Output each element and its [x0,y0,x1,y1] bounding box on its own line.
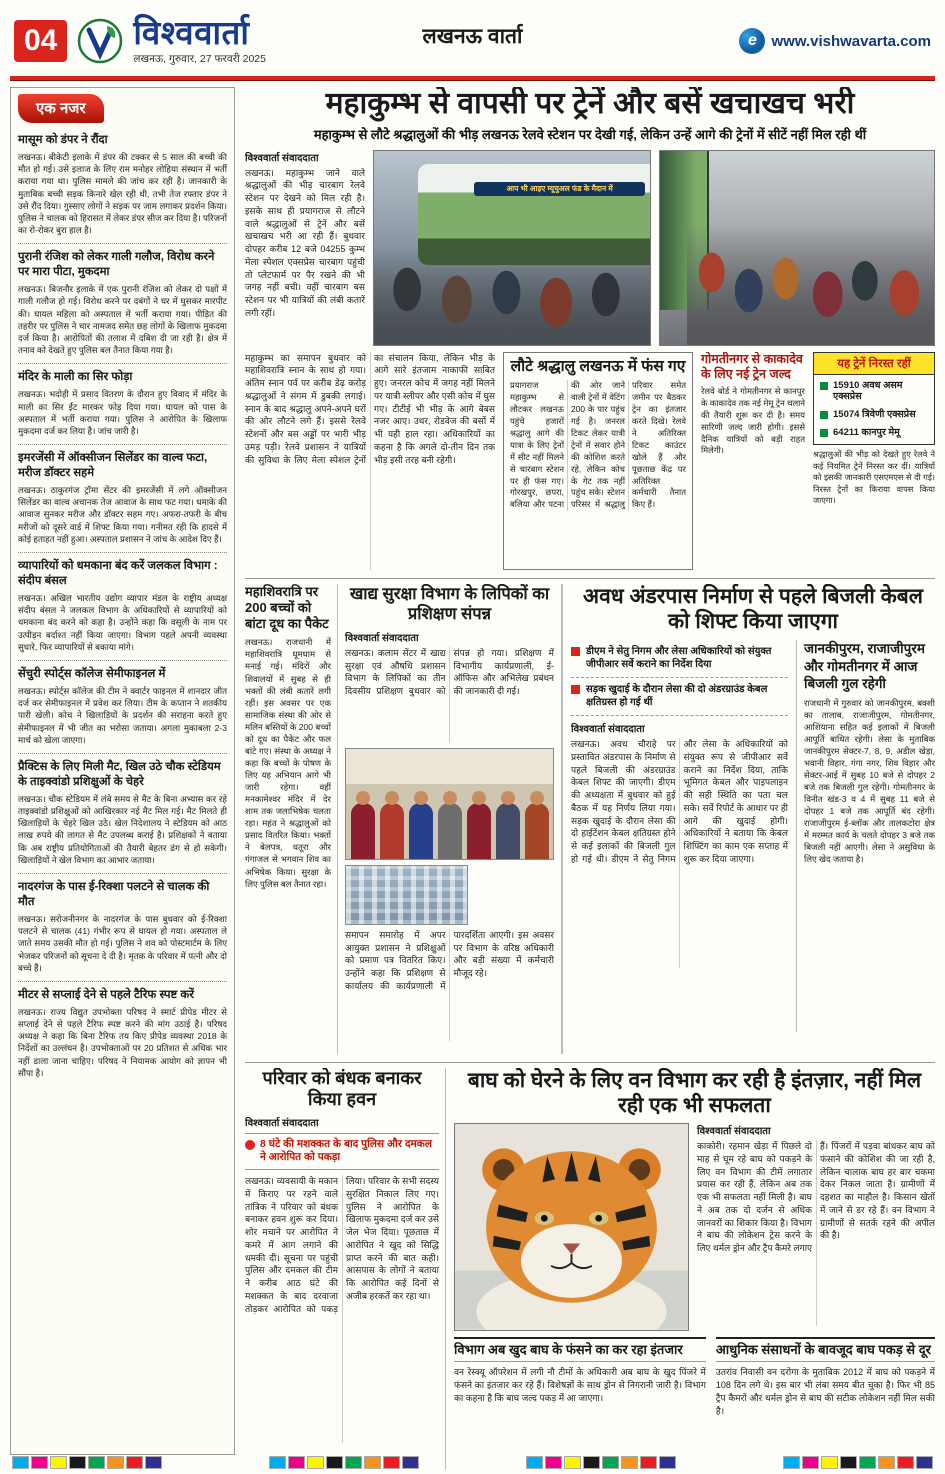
news-brief-body: लखनऊ। बिजनौर इलाके में एक पुरानी रंजिश को लेकर दो पक्षों में गाली गलौज हो गई। विरोध करने पर दबंगों ने घर में घुसकर मारपीट की। घायल महिला को अस्पताल में भर्ती कराया गया। पीड़ित की तहरीर पर पुलिस ने चार नामजद समेत छह लोगों के खिलाफ मुकदमा दर्ज किया है। आरोपितों की तलाश में दबिश दी जा रही है। क्षेत्र में तनाव को देखते हुए पुलिस बल तैनात किया गया है। [18,284,227,356]
news-brief-body: लखनऊ। राज्य विद्युत उपभोक्ता परिषद ने स्मार्ट प्रीपेड मीटर से सप्लाई देने से पहले टैरिफ स्पष्ट करने की मांग उठाई है। परिषद अध्यक्ष ने कहा कि बिना टैरिफ तय किए प्रीपेड व्यवस्था 2018 के निर्देशों का उल्लंघन है। उपभोक्ताओं पर 20 प्रतिशत से अधिक भार नहीं डाला जाना चाहिए। परिषद ने नियामक आयोग को ज्ञापन भी सौंपा है। [18,1006,227,1078]
paper-logo-icon [77,18,123,64]
news-brief [18,982,227,1086]
color-swatch [916,1456,933,1469]
ek-nazar-title: एक नजर [18,94,104,123]
tiger-sub-story-2 [716,1337,935,1470]
color-swatch [326,1456,343,1469]
lead-body-columns [245,352,495,570]
masthead [0,0,945,76]
bottom-row [245,1062,935,1470]
tiger-sub1-text: वन रेस्क्यू ऑपरेशन में लगी नौ टीमों के अधिकारी अब बाघ के खुद पिंजरे में फंसने का इंतजार कर रहे हैं। विशेषज्ञों के साथ ड्रोन से निगरानी जारी है। विभाग का कहना है कि बाघ जल्द पकड़ में आ जाएगा। [454,1367,706,1403]
cancelled-trains-note: श्रद्धालुओं की भीड़ को देखते हुए रेलवे ने कई नियमित ट्रेनें निरस्त कर दीं। यात्रियों को इसकी जानकारी एसएमएस से दी गई। निरस्त ट्रेनों का किराया वापस किया जाएगा। [813,450,935,506]
person-figure [351,803,375,859]
color-swatch [602,1456,619,1469]
news-brief-body: लखनऊ। चौक स्टेडियम में लंबे समय से मैट के बिना अभ्यास कर रहे ताइक्वांडो प्रशिक्षुओं को आखिरकार नई मैट मिल गई। मैट मिलते ही खिलाड़ियों के चेहरे खिल उठे। खेल निदेशालय ने स्टेडियम को आठ लाख रुपये की लागत से मैट उपलब्ध कराई है। प्रशिक्षकों ने बताया कि अब राष्ट्रीय प्रतियोगिताओं की तैयारी बेहतर ढंग से हो सकेगी। खिलाड़ियों ने खेल विभाग का आभार जताया। [18,793,227,865]
color-swatch [840,1456,857,1469]
color-swatch [583,1456,600,1469]
tiger-text: काकोरी। रहमान खेड़ा में पिछले दो माह से घूम रहे बाघ को पकड़ने के लिए वन विभाग की टीमें लगातार प्रयास कर रही हैं, लेकिन अब तक एक भी सफलता नहीं मिली है। बाघ ने अब तक दो दर्जन से अधिक जानवरों का शिकार किया है। विभाग ने बाघ की लोकेशन ट्रेस करने के लिए थर्मल ड्रोन और ट्रैप कैमरे लगाए हैं। पिंजरों में पड़वा बांधकर बाघ को फंसाने की कोशिश की जा रही है, लेकिन चालाक बाघ हर बार चकमा देकर निकल जाता है। ग्रामीणों में दहशत का माहौल है। किसान खेतों में जाने से डर रहे हैं। वन विभाग ने ग्रामीणों से सतर्क रहने की अपील की है। [697,1140,935,1254]
train-name: 64211 कानपुर मेमू [833,427,900,439]
training-group-photo [345,748,554,860]
cancelled-train-item [818,424,930,442]
milk-packets-article [245,584,337,1054]
lead-body-text: महाकुम्भ का समापन बुधवार को महाशिवरात्रि स्नान के साथ हो गया। अंतिम स्नान पर्व पर करीब डेढ़ करोड़ श्रद्धालुओं ने संगम में डुबकी लगाई। स्नान के बाद श्रद्धालु अपने-अपने घरों की ओर लौटने लगे हैं। इससे रेलवे स्टेशनों और बस अड्डों पर भारी भीड़ उमड़ पड़ी। रेलवे प्रशासन ने यात्रियों की सुविधा के लिए मेला स्पेशल ट्रेनों का संचालन किया, लेकिन भीड़ के आगे सारे इंतजाम नाकाफी साबित हुए। जनरल कोच में जगह नहीं मिलने पर यात्री स्लीपर और एसी कोच में घुस गए। टीटीई भी भीड़ के आगे बेबस नजर आए। उधर, रोडवेज की बसों में भी यही हाल रहा। अधिकारियों का कहना है कि अगले दो-तीन दिन तक भीड़ इसी तरह बनी रहेगी। [245,352,495,465]
cancelled-trains-box [813,352,935,446]
print-registration-marks [12,1456,933,1469]
news-brief-body: लखनऊ। ठाकुरगंज ट्रॉमा सेंटर की इमरजेंसी में लगे ऑक्सीजन सिलेंडर का वाल्व अचानक तेज आवाज के साथ फट गया। धमाके की आवाज सुनकर मरीज और डॉक्टर सहम गए। अफरा-तफरी के बीच मरीजों को दूसरे वार्ड में शिफ्ट किया गया। गनीमत रही कि हादसे में कोई हताहत नहीं हुआ। अस्पताल प्रशासन ने जांच के आदेश दिए हैं। [18,485,227,544]
cancelled-trains-title: यह ट्रेनें निरस्त रहीं [814,353,934,375]
color-swatch [659,1456,676,1469]
square-bullet-icon [571,685,580,694]
power-cut-story [796,640,935,1032]
person-figure [438,803,462,859]
cmyk-bar [526,1456,676,1469]
color-swatch [269,1456,286,1469]
new-train-headline: गोमतीनगर से काकादेव के लिए नई ट्रेन जल्द [701,351,803,382]
highlight-point [571,640,788,678]
color-swatch [859,1456,876,1469]
underpass-bullet-list [571,640,788,716]
news-brief [18,874,227,982]
person-figure [496,803,520,859]
tiger-article [445,1068,935,1470]
underpass-text-block [571,721,788,971]
person-figure [380,803,404,859]
power-cut-text: राजधानी में गुरुवार को जानकीपुरम, बक्शी का तालाब, राजाजीपुरम, गोमतीनगर, आशियाना सहित कई इलाकों में बिजली आपूर्ति बाधित रहेगी। लेसा के मुताबिक जानकीपुरम सेक्टर-7, 8, 9, अडील खेड़ा, भवानी विहार, गंगा नगर, शिव विहार और सेक्टर-आई में सुबह 10 बजे से दोपहर 2 बजे तक बिजली गुल रहेगी। गोमतीनगर के विनीत खंड-3 व 4 में सुबह 11 बजे से दोपहर 1 बजे तक आपूर्ति बंद रहेगी। राजाजीपुरम ई-ब्लॉक और तालकटोरा क्षेत्र में मरम्मत कार्य के चलते दोपहर 3 बजे तक बिजली नहीं आएगी। लेसा ने असुविधा के लिए खेद जताया है। [804,697,935,865]
square-bullet-icon [820,411,828,419]
tiger-sub1-headline: विभाग अब खुद बाघ के फंसने का कर रहा इंतजार [454,1337,706,1362]
epaper-icon: e [739,28,765,54]
crowd-graphic [374,244,650,345]
cancelled-trains-column [813,352,935,570]
training-headline: खाद्य सुरक्षा विभाग के लिपिकों का प्रशिक्षण संपन्न [349,584,550,624]
color-swatch [621,1456,638,1469]
news-brief-headline: इमरजेंसी में ऑक्सीजन सिलेंडर का वाल्व फटा, मरीज डॉक्टर सहमे [18,452,208,480]
news-brief-headline: प्रैक्टिस के लिए मिली मैट, खिल उठे चौक स्टेडियम के ताइक्वांडो प्रशिक्षुओं के चेहरे [18,760,221,788]
underpass-text: लखनऊ। अवध चौराहे पर प्रस्तावित अंडरपास के निर्माण से पहले बिजली की अंडरग्राउंड केबल शिफ्ट की जाएगी। डीएम की अध्यक्षता में बुधवार को हुई बैठक में यह निर्णय लिया गया। सड़क खुदाई के दौरान लेसा की दो हाईटेंशन केबल क्षतिग्रस्त होने से कई इलाकों की बिजली गुल हो गई थी। डीएम ने सेतु निगम और लेसा के अधिकारियों को संयुक्त रूप से जीपीआर सर्वे कराने का निर्देश दिया, ताकि भूमिगत केबल और पाइपलाइन की सही स्थिति का पता चल सके। सर्वे रिपोर्ट के आधार पर ही आगे की खुदाई होगी। अधिकारियों ने बताया कि केबल शिफ्टिंग का काम एक सप्ताह में शुरू कर दिया जाएगा। [571,738,788,864]
highlight-point [571,678,788,716]
color-swatch [821,1456,838,1469]
page-number: 04 [14,20,67,62]
training-body-columns-2 [345,929,554,1041]
news-brief-headline: सेंचुरी स्पोर्ट्स कॉलेज सेमीफाइनल में [18,667,166,680]
havan-highlight [245,1133,439,1170]
edition-date-line: लखनऊ, गुरुवार, 27 फरवरी 2025 [133,53,266,65]
new-train-story [701,352,805,570]
cmyk-bar [269,1456,419,1469]
tiger-text-column [697,1123,935,1331]
lead-bottom-row [245,352,935,570]
news-brief [18,244,227,364]
tiger-headline: बाघ को घेरने के लिए वन विभाग कर रही है इंतज़ार, नहीं मिल रही एक भी सफलता [467,1068,922,1117]
byline: विश्ववार्ता संवाददाता [571,723,645,735]
milk-packets-text: लखनऊ। राजधानी में महाशिवरात्रि धूमधाम से मनाई गई। मंदिरों और शिवालयों में सुबह से ही भक्तों की लंबी कतारें लगी रहीं। इस अवसर पर एक सामाजिक संस्था की ओर से मलिन बस्तियों के 200 बच्चों को दूध का पैकेट और फल बांटे गए। संस्था के अध्यक्ष ने कहा कि बच्चों के पोषण के लिए यह अभियान आगे भी जारी रहेगा। वहीं मनकामेश्वर मंदिर में देर शाम तक जलाभिषेक चलता रहा। महंत ने श्रद्धालुओं को प्रसाद वितरित किया। भक्तों ने बेलपत्र, धतूरा और गंगाजल से भगवान शिव का अभिषेक किया। सुरक्षा के लिए पुलिस बल तैनात रहा। [245,637,331,889]
person-figure [525,803,549,859]
masthead-title-block [133,16,266,66]
news-brief-headline: मंदिर के माली का सिर फोड़ा [18,371,133,384]
news-brief-body: लखनऊ। भदोही में प्रसाद वितरण के दौरान हुए विवाद में मंदिर के माली का सिर ईंट मारकर फोड़ दिया गया। घायल को पास के अस्पताल में भर्ती कराया गया। पुलिस ने आरोपित के खिलाफ मुकदमा दर्ज कर लिया है। जांच जारी है। [18,389,227,436]
train-name: 15910 अवध असम एक्सप्रेस [833,379,903,403]
news-brief [18,661,227,754]
stranded-pilgrims-headline: लौटे श्रद्धालु लखनऊ में फंस गए [510,357,686,375]
color-swatch [145,1456,162,1469]
color-swatch [31,1456,48,1469]
color-swatch [383,1456,400,1469]
crowd-graphic [687,224,934,344]
page-content [0,81,945,1470]
color-swatch [288,1456,305,1469]
train-name: 15074 त्रिवेणी एक्सप्रेस [833,409,916,421]
middle-row [245,578,935,1054]
cmyk-bar [12,1456,162,1469]
news-brief [18,127,227,244]
color-swatch [640,1456,657,1469]
color-swatch [402,1456,419,1469]
highlight-point-text: सड़क खुदाई के दौरान लेसा की दो अंडरग्राउंड केबल क्षतिग्रस्त हो गई थीं [586,683,768,709]
person-figure [409,803,433,859]
main-column [245,87,935,1470]
tiger-sub2-headline: आधुनिक संसाधनों के बावजूद बाघ पकड़ से दूर [716,1337,935,1362]
tiger-sub-story-1 [454,1337,706,1470]
train-ad-text: आप भी आइए म्यूचुअल फंड के मैदान में [474,182,646,196]
lead-headline: महाकुम्भ से वापसी पर ट्रेनें और बसें खचाखच भरी [325,87,855,120]
new-train-text: रेलवे बोर्ड ने गोमतीनगर से कानपुर के काकादेव तक नई मेमू ट्रेन चलाने की तैयारी शुरू कर दी है। समय सारिणी जल्द जारी होगी। इससे दैनिक यात्रियों को बड़ी राहत मिलेगी। [701,385,805,456]
color-swatch [878,1456,895,1469]
power-cut-headline: जानकीपुरम, राजाजीपुरम और गोमतीनगर में आज बिजली गुल रहेगी [804,640,925,692]
color-swatch [897,1456,914,1469]
color-swatch [526,1456,543,1469]
tiger-sub2-text: उतरांव निवासी वन दरोगा के मुताबिक 2012 में बाघ को पकड़ने में 108 दिन लगे थे। इस बार भी लंबा समय बीत चुका है। फिर भी 85 ट्रैप कैमरों और थर्मल ड्रोन से बाघ की सटीक लोकेशन नहीं मिल सकी है। [715,1367,935,1416]
lead-intro-text: लखनऊ। महाकुम्भ जाने वाले श्रद्धालुओं की भीड़ चारबाग रेलवे स्टेशन पर देखने को मिल रही है। इसके साथ ही प्रयागराज से लौटने वाले श्रद्धालुओं से ट्रेनें और बसें खचाखच भरी आ रही हैं। बुधवार दोपहर करीब 12 बजे 04255 कुम्भ मेला स्पेशल एक्सप्रेस चारबाग पहुंची तो प्लेटफार्म पर पैर रखने की भी जगह नहीं बची। वहीं चारबाग बस स्टेशन पर भी यात्रियों की लंबी कतारें लगी रहीं। [245,167,365,319]
color-swatch [345,1456,362,1469]
cancelled-trains-list [814,377,934,443]
color-swatch [364,1456,381,1469]
byline: विश्ववार्ता संवाददाता [245,152,319,164]
news-brief [18,754,227,874]
byline: विश्ववार्ता संवाददाता [697,1125,771,1137]
dot-bullet-icon [245,1140,255,1150]
news-brief-headline: मासूम को डंपर ने रौंदा [18,134,108,146]
havan-text: लखनऊ। व्यवसायी के मकान में किराए पर रहने वाले तांत्रिक ने परिवार को बंधक बनाकर हवन शुरू कर दिया। शोर मचाने पर आरोपित ने कमरे में आग लगाने की धमकी दी। सूचना पर पहुंची पुलिस और दमकल की टीम ने करीब आठ घंटे की मशक्कत के बाद दरवाजा तोड़कर आरोपित को पकड़ लिया। परिवार के सभी सदस्य सुरक्षित निकाल लिए गए। पुलिस ने आरोपित के खिलाफ मुकदमा दर्ज कर उसे जेल भेज दिया। पूछताछ में आरोपित ने खुद को सिद्धि प्राप्त करने की बात कही। आसपास के लोगों ने बताया कि आरोपित कई दिनों से अजीब हरकतें कर रहा था। [245,1176,439,1314]
color-swatch [88,1456,105,1469]
color-swatch [126,1456,143,1469]
tiger-body-grid [454,1123,935,1331]
color-swatch [307,1456,324,1469]
news-brief [18,364,227,445]
paper-name: विश्ववार्ता [133,14,250,51]
square-bullet-icon [820,429,828,437]
underpass-cable-article [562,584,935,1054]
training-body-columns [345,647,554,743]
masthead-left [14,16,266,66]
food-safety-training-article [337,584,562,1054]
platform-crowd-photo [659,150,935,346]
lead-subheadline: महाकुम्भ से लौटे श्रद्धालुओं की भीड़ लखनऊ रेलवे स्टेशन पर देखी गई, लेकिन उन्हें आगे की ट्रेनों में सीटें नहीं मिल रही थीं [313,126,867,142]
person-figure [467,803,491,859]
color-swatch [783,1456,800,1469]
color-swatch [50,1456,67,1469]
byline: विश्ववार्ता संवाददाता [345,632,419,644]
training-text-2: समापन समारोह में अपर आयुक्त प्रशासन ने प्रशिक्षुओं को प्रमाण पत्र वितरित किए। उन्होंने कहा कि प्रशिक्षण से कार्यालय की कार्यप्रणाली में पारदर्शिता आएगी। इस अवसर पर विभाग के वरिष्ठ अधिकारी और बड़ी संख्या में कर्मचारी मौजूद रहे। [345,929,554,991]
news-brief [18,445,227,553]
underpass-left-column [571,640,788,1032]
square-bullet-icon [571,647,580,656]
lead-intro-column [245,150,365,346]
tiger-photo [454,1123,689,1331]
color-swatch [564,1456,581,1469]
havan-article [245,1068,445,1470]
color-swatch [545,1456,562,1469]
lead-top-row [245,150,935,346]
cancelled-train-item [818,377,930,407]
havan-body-columns [245,1175,439,1443]
lead-story [245,87,935,570]
havan-highlight-text: 8 घंटे की मशक्कत के बाद पुलिस और दमकल ने आरोपित को पकड़ा [260,1137,432,1164]
news-brief-headline: व्यापारियों को धमकाना बंद करें जलकल विभाग : संदीप बंसल [18,560,218,588]
office-building-photo [345,865,468,925]
square-bullet-icon [820,382,828,390]
news-brief-headline: पुरानी रंजिश को लेकर गाली गलौज, विरोध करने पर मारा पीटा, मुकदमा [18,251,215,279]
ek-nazar-list [18,127,227,1086]
color-swatch [69,1456,86,1469]
byline: विश्ववार्ता संवाददाता [245,1117,319,1129]
news-brief-body: लखनऊ। सरोजनीनगर के नादरगंज के पास बुधवार को ई-रिक्शा पलटने से चालक (41) गंभीर रूप से घायल हो गया। अस्पताल ले जाते समय उसकी मौत हो गई। पुलिस ने शव को पोस्टमार्टम के लिए भेजकर परिजनों को सूचना दे दी है। मृतक के परिवार में पत्नी और दो बच्चे हैं। [18,913,227,973]
milk-packets-headline: महाशिवरात्रि पर 200 बच्चों को बांटा दूध का पैकेट [245,583,329,632]
news-brief-body: लखनऊ। बीकेटी इलाके में डंपर की टक्कर से 5 साल की बच्ची की मौत हो गई। उसे इलाज के लिए राम मनोहर लोहिया संस्थान में भर्ती कराया गया था। पुलिस मामले की जांच कर रही है। जानकारी के मुताबिक बच्ची सड़क किनारे खेल रही थी, तभी तेज रफ्तार डंपर ने उसे रौंद दिया। गुस्साए लोगों ने सड़क पर जाम लगाकर प्रदर्शन किया। पुलिस ने चालक को हिरासत में लेकर डंपर सीज कर दिया है। परिजनों का रो-रोकर बुरा हाल है। [18,151,227,236]
color-swatch [802,1456,819,1469]
news-brief-body: लखनऊ। स्पोर्ट्स कॉलेज की टीम ने क्वार्टर फाइनल में शानदार जीत दर्ज कर सेमीफाइनल में प्रवेश कर लिया। टीम के कप्तान ने शतकीय पारी खेली। कोच ने खिलाड़ियों के प्रदर्शन की सराहना करते हुए सेमीफाइनल में भी जीत का भरोसा जताया। अगला मुकाबला 2-3 मार्च को खेला जाएगा। [18,685,227,745]
training-text-1: लखनऊ। कलाम सेंटर में खाद्य सुरक्षा एवं औषधि प्रशासन विभाग के लिपिकों का तीन दिवसीय प्रशिक्षण बुधवार को संपन्न हो गया। प्रशिक्षण में विभागीय कार्यप्रणाली, ई-ऑफिस और अभिलेख प्रबंधन की जानकारी दी गई। [345,647,554,697]
section-title: लखनऊ वार्ता [422,25,523,48]
cancelled-train-item [818,406,930,424]
ek-nazar-column [10,87,235,1455]
tiger-sub-stories [454,1337,935,1470]
news-brief-headline: नादरगंज के पास ई-रिक्शा पलटने से चालक की मौत [18,881,210,908]
color-swatch [12,1456,29,1469]
news-brief-body: लखनऊ। अखिल भारतीय उद्योग व्यापार मंडल के राष्ट्रीय अध्यक्ष संदीप बंसल ने जलकल विभाग के अधिकारियों से व्यापारियों को धमकाना बंद करने को कहा है। उन्होंने कहा कि वसूली के नाम पर उत्पीड़न बर्दाश्त नहीं किया जाएगा। विभाग पहले अपनी व्यवस्था सुधारे, फिर व्यापारियों से बकाया मांगे। [18,592,227,652]
stranded-pilgrims-box [503,352,693,570]
color-swatch [107,1456,124,1469]
underpass-body-grid [571,640,935,1032]
website-url: www.vishwavarta.com [771,32,931,50]
cmyk-bar [783,1456,933,1469]
stranded-pilgrims-text: प्रयागराज महाकुम्भ से लौटकर लखनऊ पहुंचे हजारों श्रद्धालु आगे की यात्रा के लिए ट्रेनों में सीट नहीं मिलने से चारबाग स्टेशन पर ही फंस गए। गोरखपुर, छपरा, बलिया और पटना की ओर जाने वाली ट्रेनों में वेटिंग 200 के पार पहुंच गई है। जनरल टिकट लेकर यात्री ट्रेनों में सवार होने की कोशिश करते रहे, लेकिन कोच के गेट तक नहीं पहुंच सके। स्टेशन परिसर में श्रद्धालु परिवार समेत जमीन पर बैठकर ट्रेन का इंतजार करते दिखे। रेलवे ने अतिरिक्त टिकट काउंटर खोले हैं और पूछताछ केंद्र पर अतिरिक्त कर्मचारी तैनात किए हैं। [510,380,686,510]
station-train-photo [373,150,651,346]
news-brief [18,553,227,661]
underpass-headline: अवध अंडरपास निर्माण से पहले बिजली केबल को शिफ्ट किया जाएगा [583,584,923,633]
highlight-point-text: डीएम ने सेतु निगम और लेसा अधिकारियों को संयुक्त जीपीआर सर्वे कराने का निर्देश दिया [586,645,772,671]
website-link[interactable] [739,28,931,54]
news-brief-headline: मीटर से सप्लाई देने से पहले टैरिफ स्पष्ट करें [18,988,194,1001]
havan-headline: परिवार को बंधक बनाकर किया हवन [262,1067,422,1110]
stranded-pilgrims-columns [510,380,686,511]
